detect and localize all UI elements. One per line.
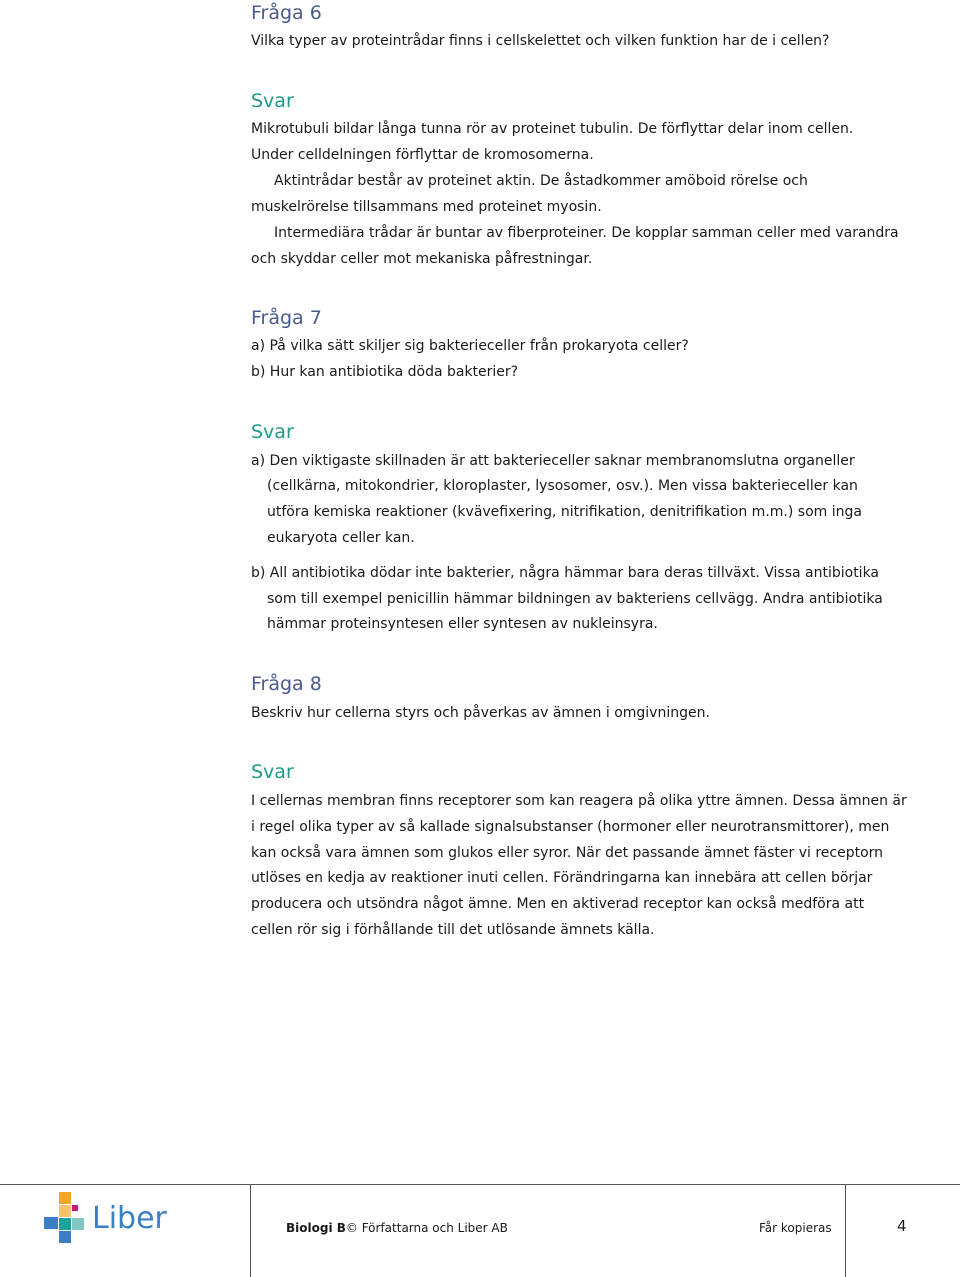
question-7-title: Fråga 7 <box>251 307 322 329</box>
answer-6-line: muskelrörelse tillsammans med proteinet myosin. <box>251 199 602 215</box>
liber-logo-icon <box>44 1192 86 1244</box>
answer-7b-line: hämmar proteinsyntesen eller syntesen av nukleinsyra. <box>267 616 658 632</box>
answer-7-title: Svar <box>251 421 294 443</box>
answer-7b-line: b) All antibiotika dödar inte bakterier, några hämmar bara deras tillväxt. Vissa antibiotika <box>251 565 880 581</box>
question-7-text: b) Hur kan antibiotika döda bakterier? <box>251 364 519 380</box>
answer-8-line: producera och utsöndra något ämne. Men en aktiverad receptor kan också medföra att <box>251 896 865 912</box>
answer-6-line: Intermediära trådar är buntar av fiberproteiner. De kopplar samman celler med varandra <box>274 225 899 241</box>
answer-8-line: i regel olika typer av så kallade signalsubstanser (hormoner eller neurotransmittorer), men <box>251 819 890 835</box>
question-8-text: Beskriv hur cellerna styrs och påverkas av ämnen i omgivningen. <box>251 705 710 721</box>
footer-divider <box>0 1184 960 1185</box>
footer-divider-left <box>250 1184 251 1277</box>
answer-6-line: Mikrotubuli bildar långa tunna rör av proteinet tubulin. De förflyttar delar inom cellen. <box>251 121 854 137</box>
answer-8-title: Svar <box>251 761 294 783</box>
question-7-text: a) På vilka sätt skiljer sig bakterieceller från prokaryota celler? <box>251 338 689 354</box>
answer-6-line: Aktintrådar består av proteinet aktin. De åstadkommer amöboid rörelse och <box>274 173 808 189</box>
answer-8-line: utlöses en kedja av reaktioner inuti cellen. Förändringarna kan innebära att cellen börjar <box>251 870 873 886</box>
copy-note: Får kopieras <box>759 1221 832 1235</box>
answer-7a-line: a) Den viktigaste skillnaden är att bakterieceller saknar membranomslutna organeller <box>251 453 855 469</box>
copyright-text: © Författarna och Liber AB <box>345 1221 508 1235</box>
page-number: 4 <box>897 1217 907 1235</box>
answer-6-line: Under celldelningen förflyttar de kromosomerna. <box>251 147 594 163</box>
answer-6-title: Svar <box>251 90 294 112</box>
answer-6-line: och skyddar celler mot mekaniska påfrestningar. <box>251 251 593 267</box>
footer-divider-right <box>845 1184 846 1277</box>
answer-7a-line: (cellkärna, mitokondrier, kloroplaster, lysosomer, osv.). Men vissa bakterieceller kan <box>267 478 858 494</box>
liber-logo-text: Liber <box>92 1201 167 1236</box>
answer-7a-line: eukaryota celler kan. <box>267 530 415 546</box>
answer-8-line: I cellernas membran finns receptorer som kan reagera på olika yttre ämnen. Dessa ämnen är <box>251 793 907 809</box>
book-title: Biologi B <box>286 1221 346 1235</box>
answer-8-line: kan också vara ämnen som glukos eller syror. När det passande ämnet fäster vi receptorn <box>251 845 884 861</box>
question-6-text: Vilka typer av proteintrådar finns i cellskelettet och vilken funktion har de i cellen? <box>251 33 830 49</box>
footer-credit <box>286 1221 508 1235</box>
answer-7b-line: som till exempel penicillin hämmar bildningen av bakteriens cellvägg. Andra antibiotika <box>267 591 883 607</box>
question-8-title: Fråga 8 <box>251 673 322 695</box>
answer-8-line: cellen rör sig i förhållande till det utlösande ämnets källa. <box>251 922 655 938</box>
question-6-title: Fråga 6 <box>251 2 322 24</box>
answer-7a-line: utföra kemiska reaktioner (kvävefixering, nitrifikation, denitrifikation m.m.) som inga <box>267 504 862 520</box>
